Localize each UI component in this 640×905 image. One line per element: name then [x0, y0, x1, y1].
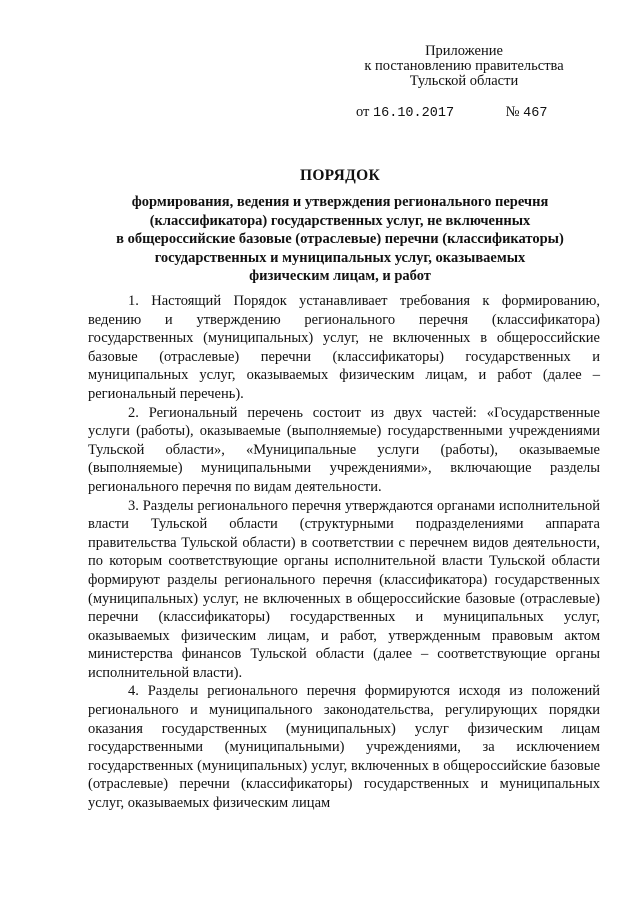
document-subtitle [80, 193, 600, 286]
document-body [88, 292, 600, 813]
subtitle-line: формирования, ведения и утверждения регионального перечня [131, 194, 549, 210]
appendix-line: к постановлению правительства [364, 58, 564, 74]
date-prefix: от [356, 104, 370, 120]
resolution-date: 16.10.2017 [373, 106, 455, 121]
subtitle-line: (классификатора) государственных услуг, не включенных [149, 212, 531, 229]
appendix-line: Тульской области [409, 73, 519, 89]
paragraph-2: 2. Региональный перечень состоит из двух частей: «Государственные услуги (работы), оказываемые (выполняемые) государственными учреждениями Тульской области», «Муниципальные услуги (работы), оказываемые (выполняемые) муниципальными учреждениями», включающие разделы регионального перечня по видам деятельности. [88, 404, 600, 495]
subtitle-line: физическим лицам, и работ [249, 268, 431, 284]
appendix-header [354, 44, 574, 89]
paragraph-3: 3. Разделы регионального перечня утверждаются органами исполнительной власти Тульской области (структурными подразделениями аппарата правительства Тульской области) в соответствии с перечнем видов деятельности, по которым соответствующие органы исполнительной власти Тульской области формируют разделы регионального перечня (классификатора) государственных (муниципальных) услуг, не включенных в общероссийские базовые (отраслевые) перечни (классификаторы) государственных и муниципальных услуг, оказываемых физическим лицам, и работ, утвержденным правовым актом министерства финансов Тульской области (далее – соответствующие органы исполнительной власти). [88, 497, 600, 681]
subtitle-line: государственных и муниципальных услуг, оказываемых [154, 249, 526, 266]
subtitle-line: в общероссийские базовые (отраслевые) перечни (классификаторы) [116, 231, 564, 247]
number-sign: № [505, 104, 520, 120]
resolution-number: 467 [523, 106, 548, 121]
document-title: ПОРЯДОК [299, 167, 381, 184]
paragraph-4: 4. Разделы регионального перечня формируются исходя из положений регионального и муниципального законодательства, регулирующих порядки оказания государственных (муниципальных) услуг физическим лицам государственными (муниципальными) учреждениями, за исключением государственных (муниципальных) услуг, включенных в общероссийские базовые (отраслевые) перечни (классификаторы) государственных и муниципальных услуг, оказываемых физическим лицам [88, 683, 600, 812]
appendix-line: Приложение [425, 43, 503, 59]
date-number-line [356, 104, 547, 122]
paragraph-1: 1. Настоящий Порядок устанавливает требования к формированию, ведению и утверждению регионального перечня (классификатора) государственных (муниципальных) услуг, не включенных в общероссийские базовые (отраслевые) перечни (классификаторы) государственных и муниципальных услуг, оказываемых физическим лицам, и работ (далее – региональный перечень). [88, 293, 600, 402]
